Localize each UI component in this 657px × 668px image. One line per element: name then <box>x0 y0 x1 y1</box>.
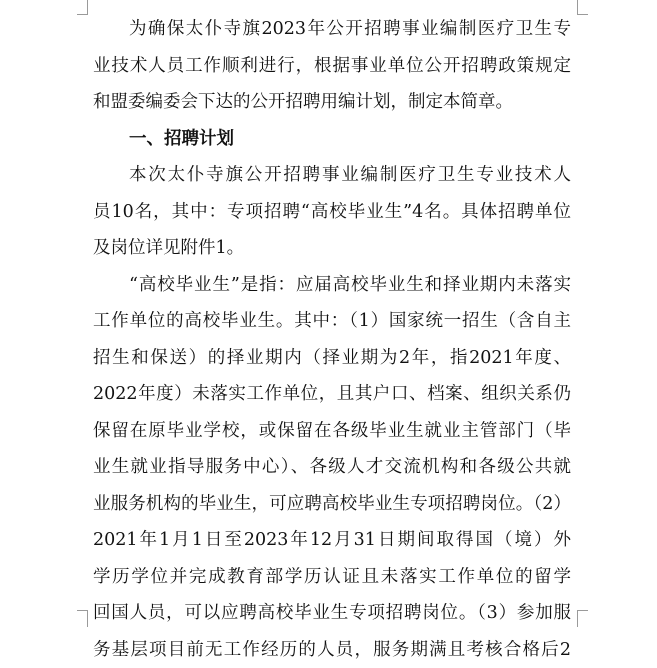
document-body <box>93 11 571 668</box>
text-line: 业生就业指导服务中心）、各级人才交流机构和各级公共就 <box>93 449 571 486</box>
margin-corner-top-right <box>577 0 588 15</box>
text-line: 为确保太仆寺旗2023年公开招聘事业编制医疗卫生专 <box>93 11 571 48</box>
text-line: 2022年度）未落实工作单位，且其户口、档案、组织关系仍 <box>93 376 571 413</box>
text-line: 业服务机构的毕业生，可应聘高校毕业生专项招聘岗位。（2） <box>93 486 571 523</box>
text-line: 保留在原毕业学校，或保留在各级毕业生就业主管部门（毕 <box>93 413 571 450</box>
text-line: 和盟委编委会下达的公开招聘用编计划，制定本简章。 <box>93 84 571 121</box>
paragraph-intro <box>93 11 571 121</box>
text-line: 招生和保送）的择业期内（择业期为2年，指2021年度、 <box>93 340 571 377</box>
text-line: 员10名，其中：专项招聘“高校毕业生”4名。具体招聘单位 <box>93 194 571 231</box>
text-line: 本次太仆寺旗公开招聘事业编制医疗卫生专业技术人 <box>93 157 571 194</box>
paragraph-plan <box>93 157 571 267</box>
text-line: 2021年1月1日至2023年12月31日期间取得国（境）外 <box>93 522 571 559</box>
margin-corner-bottom-right <box>577 610 588 627</box>
paragraph-graduates <box>93 267 571 668</box>
text-line: 业技术人员工作顺利进行，根据事业单位公开招聘政策规定 <box>93 48 571 85</box>
margin-corner-bottom-left <box>77 610 88 627</box>
text-line: 务基层项目前无工作经历的人员，服务期满且考核合格后2 <box>93 632 571 668</box>
section-heading <box>93 121 571 158</box>
text-line: 学历学位并完成教育部学历认证且未落实工作单位的留学 <box>93 559 571 596</box>
text-line: 工作单位的高校毕业生。其中：（1）国家统一招生（含自主 <box>93 303 571 340</box>
text-line: 回国人员，可以应聘高校毕业生专项招聘岗位。（3）参加服 <box>93 595 571 632</box>
text-line: “高校毕业生”是指：应届高校毕业生和择业期内未落实 <box>93 267 571 304</box>
text-line: 及岗位详见附件1。 <box>93 230 571 267</box>
margin-corner-top-left <box>77 0 88 15</box>
heading-text: 一、招聘计划 <box>93 121 571 158</box>
